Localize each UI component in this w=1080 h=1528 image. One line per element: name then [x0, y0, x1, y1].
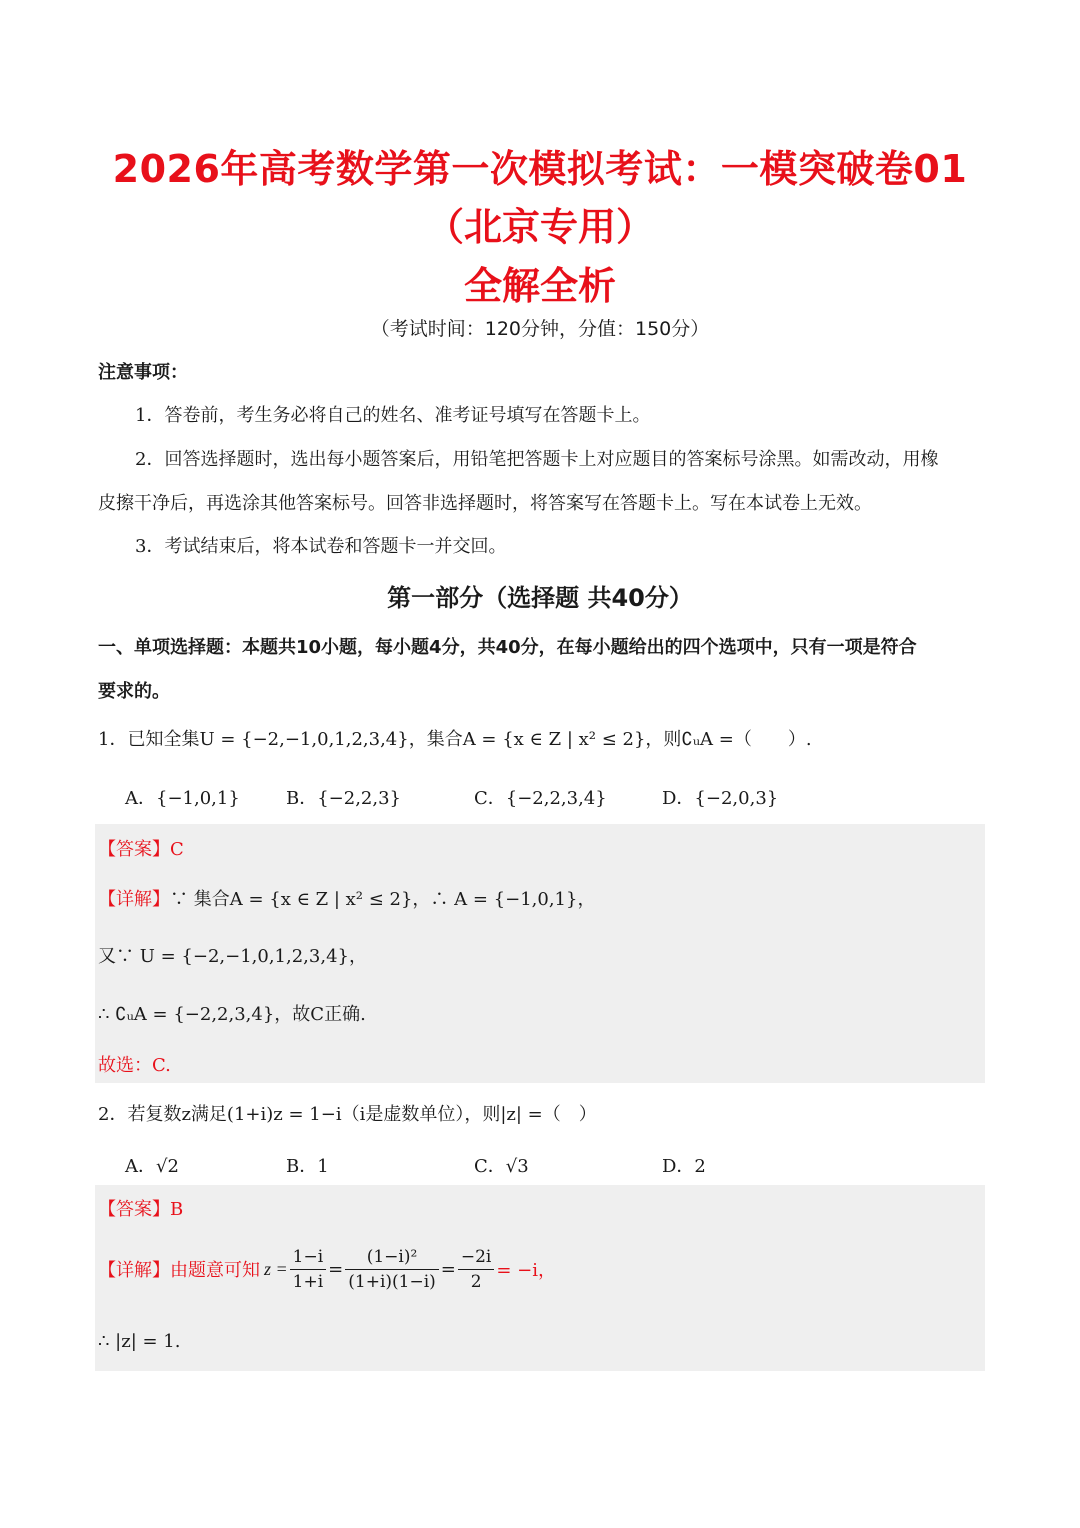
q1-option-c: C．{−2,2,3,4}	[474, 788, 607, 809]
q1-detail-line3: ∴ ∁ᵤA = {−2,2,3,4}，故C正确.	[98, 1004, 366, 1025]
q2-f1-den: 1+i	[292, 1271, 324, 1292]
q2-f2-den: (1+i)(1−i)	[348, 1271, 436, 1292]
q2-fraction-3	[458, 1245, 495, 1294]
notice-item-1: 1．答卷前，考生务必将自己的姓名、准考证号填写在答题卡上。	[135, 405, 651, 426]
q1-answer	[98, 835, 184, 861]
q1-answer-value: C	[170, 839, 184, 860]
doc-title-line2: （北京专用）	[425, 205, 654, 249]
q2-option-d: D．2	[662, 1156, 706, 1177]
q2-detail-z: z =	[264, 1258, 288, 1279]
q2-answer-label: 【答案】	[98, 1199, 170, 1220]
q2-option-c: C．√3	[474, 1156, 529, 1177]
section-title: 第一部分（选择题 共40分）	[387, 584, 693, 612]
doc-title-line1: 2026年高考数学第一次模拟考试：一模突破卷01	[112, 147, 968, 191]
q2-detail-line2: ∴ |z| = 1.	[98, 1331, 181, 1352]
q1-answer-label: 【答案】	[98, 839, 170, 860]
q1-solution-box	[95, 824, 985, 1083]
section-instruction-a: 一、单项选择题：本题共10小题，每小题4分，共40分，在每小题给出的四个选项中，只有一项是符合	[98, 637, 917, 658]
doc-title-line3: 全解全析	[463, 264, 616, 308]
q2-option-b: B．1	[286, 1156, 329, 1177]
q1-option-b: B．{−2,2,3}	[286, 788, 402, 809]
q2-stem: 2．若复数z满足(1+i)z = 1−i（i是虚数单位），则|z| =（ ）	[98, 1104, 597, 1125]
q2-detail-line1	[98, 1241, 556, 1297]
q2-option-a: A．√2	[125, 1156, 179, 1177]
q2-answer	[98, 1195, 183, 1221]
q2-f1-num: 1−i	[290, 1245, 327, 1270]
q2-f3-num: −2i	[458, 1245, 495, 1270]
q2-detail-prefix: 由题意可知	[170, 1260, 260, 1281]
notice-item-3: 3．考试结束后，将本试卷和答题卡一并交回。	[135, 536, 507, 557]
q1-option-a: A．{−1,0,1}	[125, 788, 240, 809]
exam-meta: （考试时间：120分钟，分值：150分）	[370, 318, 710, 340]
q2-f3-den: 2	[470, 1271, 482, 1292]
notice-item-2a: 2．回答选择题时，选出每小题答案后，用铅笔把答题卡上对应题目的答案标号涂黑。如需改动，用橡	[135, 449, 939, 470]
q2-eq2: =	[440, 1258, 456, 1280]
notice-heading: 注意事项：	[98, 362, 188, 383]
q1-detail-label: 【详解】	[98, 889, 170, 910]
section-instruction-b: 要求的。	[98, 681, 170, 702]
q1-option-d: D．{−2,0,3}	[662, 788, 779, 809]
q2-answer-value: B	[170, 1199, 184, 1220]
q1-detail-line4: 故选：C.	[98, 1055, 171, 1076]
q1-stem: 1．已知全集U = {−2,−1,0,1,2,3,4}，集合A = {x ∈ Z | x² ≤ 2}，则∁ᵤA =（ ）.	[98, 729, 812, 750]
q2-f2-num: (1−i)²	[345, 1245, 439, 1270]
q2-solution-box	[95, 1185, 985, 1371]
q1-detail-line1	[98, 885, 595, 911]
q2-detail-label: 【详解】	[98, 1260, 170, 1281]
q1-detail-text1: ∵ 集合A = {x ∈ Z | x² ≤ 2}，∴ A = {−1,0,1}，	[170, 889, 596, 910]
q2-eq1: =	[328, 1258, 344, 1280]
q2-detail-result: = −i，	[496, 1260, 557, 1281]
q2-fraction-2	[345, 1245, 439, 1294]
notice-item-2b: 皮擦干净后，再选涂其他答案标号。回答非选择题时，将答案写在答题卡上。写在本试卷上无效。	[98, 493, 872, 514]
q2-fraction-1	[290, 1245, 327, 1294]
q1-detail-line2: 又∵ U = {−2,−1,0,1,2,3,4}，	[98, 946, 367, 967]
